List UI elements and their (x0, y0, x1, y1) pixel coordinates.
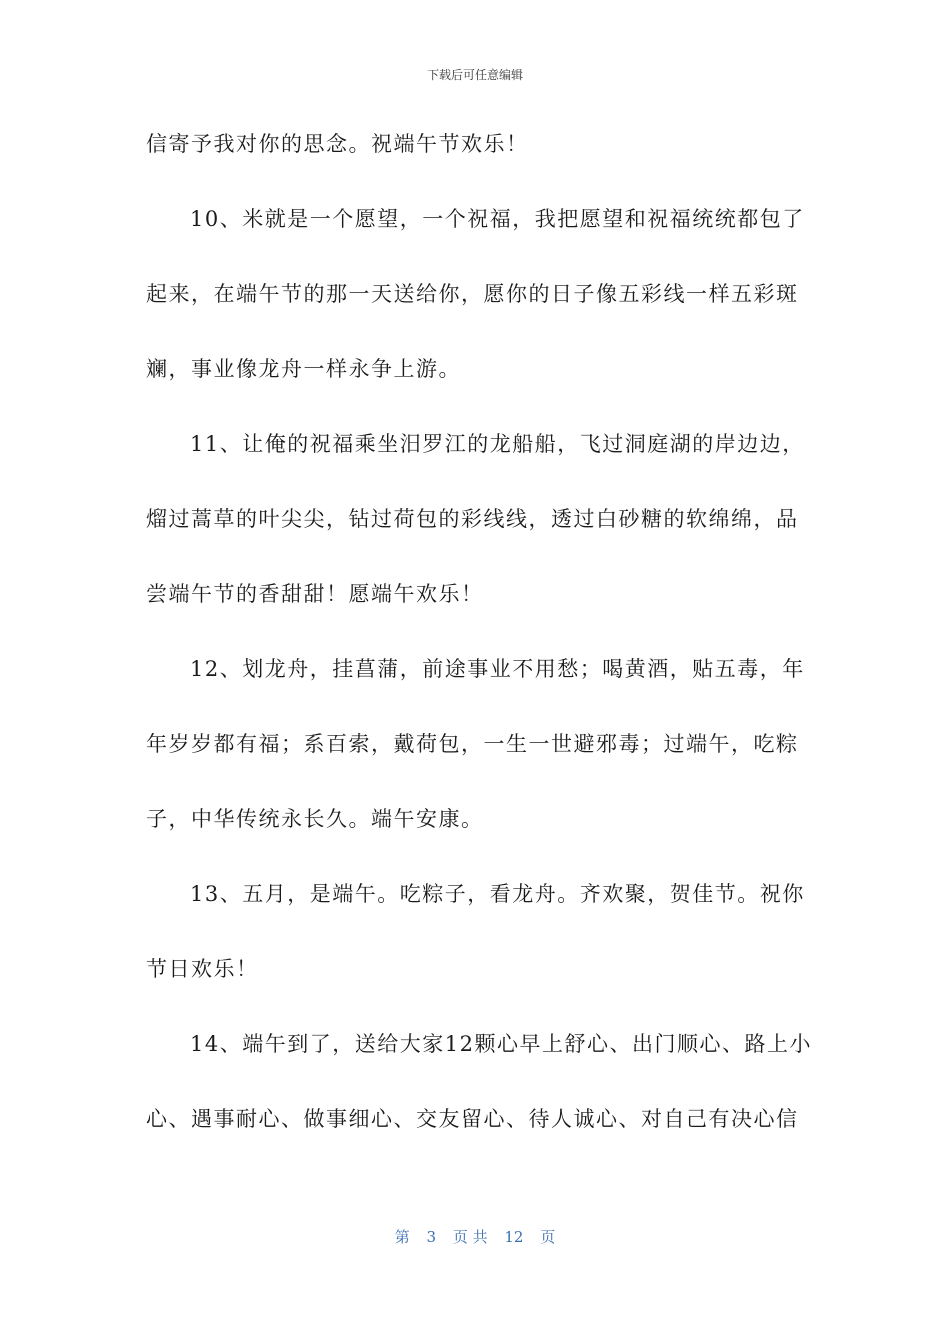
paragraph-line: 尝端午节的香甜甜！愿端午欢乐！ (146, 582, 484, 606)
paragraph-line: 熘过蒿草的叶尖尖，钻过荷包的彩线线，透过白砂糖的软绵绵，品 (146, 507, 799, 531)
total-pages-number: 12 (504, 1228, 524, 1246)
paragraph-line: 13、五月，是端午。吃粽子，看龙舟。齐欢聚，贺佳节。祝你 (190, 882, 805, 906)
page-footer (0, 1226, 950, 1247)
footer-prefix: 第 (394, 1228, 410, 1246)
footer-suffix: 页 (540, 1228, 556, 1246)
paragraph-line: 12、划龙舟，挂菖蒲，前途事业不用愁；喝黄酒，贴五毒，年 (190, 657, 805, 681)
current-page-number: 3 (426, 1228, 437, 1246)
paragraph-line: 子，中华传统永长久。端午安康。 (146, 807, 484, 831)
paragraph-line: 起来，在端午节的那一天送给你，愿你的日子像五彩线一样五彩斑 (146, 282, 799, 306)
paragraph-line: 14、端午到了，送给大家12颗心早上舒心、出门顺心、路上小 (190, 1032, 812, 1056)
paragraph-line: 斓，事业像龙舟一样永争上游。 (146, 357, 461, 381)
paragraph-line: 10、米就是一个愿望，一个祝福，我把愿望和祝福统统都包了 (190, 207, 805, 231)
paragraph-line: 11、让俺的祝福乘坐汨罗江的龙船船，飞过洞庭湖的岸边边， (190, 432, 805, 456)
paragraph-line: 节日欢乐！ (146, 957, 259, 981)
footer-middle: 页 共 (452, 1228, 488, 1246)
paragraph-line: 信寄予我对你的思念。祝端午节欢乐！ (146, 132, 529, 156)
document-body (146, 126, 812, 1176)
paragraph-line: 心、遇事耐心、做事细心、交友留心、待人诚心、对自己有决心信 (146, 1107, 799, 1131)
paragraph-line: 年岁岁都有福；系百索，戴荷包，一生一世避邪毒；过端午，吃粽 (146, 732, 799, 756)
page-header: 下载后可任意编辑 (426, 68, 523, 82)
